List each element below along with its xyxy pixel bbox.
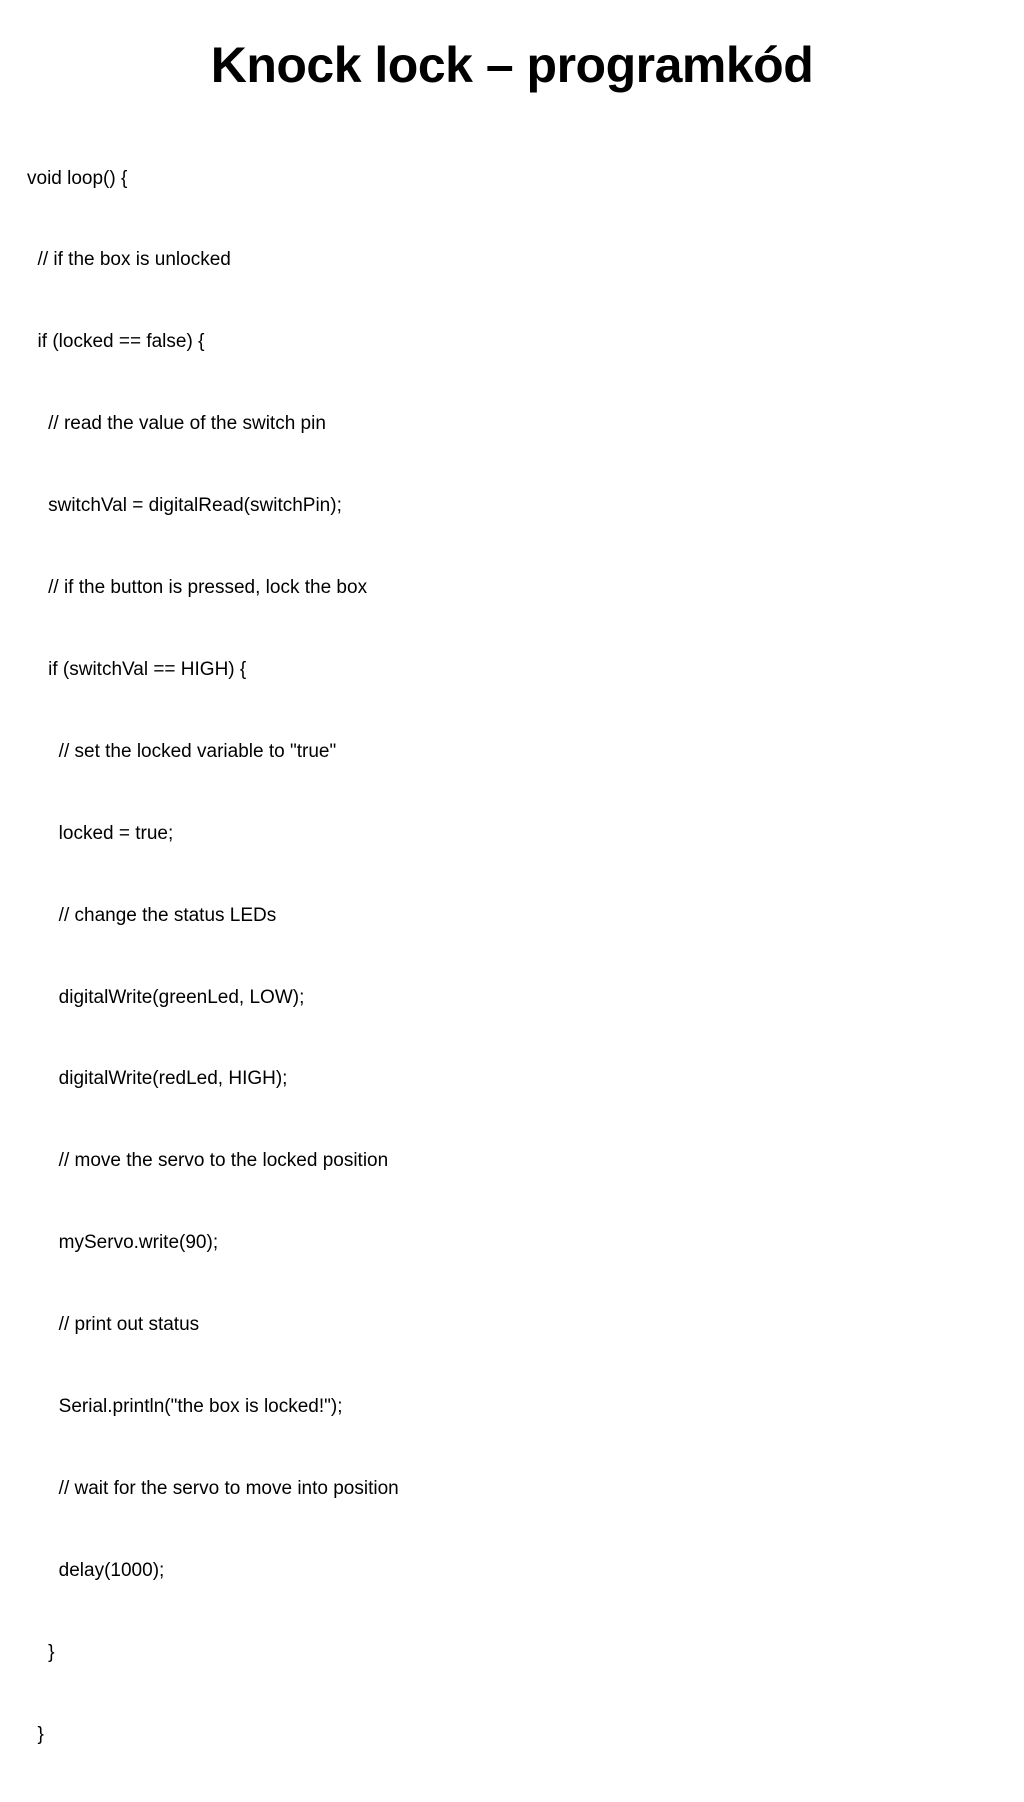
code-line: // read the value of the switch pin [27,413,326,435]
code-line: if (locked == false) { [27,331,205,353]
code-line: digitalWrite(redLed, HIGH); [27,1068,288,1090]
code-line: digitalWrite(greenLed, LOW); [27,986,305,1008]
code-line: // print out status [27,1314,200,1336]
code-line: // if the button is pressed, lock the box [27,577,368,599]
code-line: Serial.println("the box is locked!"); [27,1395,343,1417]
code-line: // if the box is unlocked [27,249,231,271]
code-line: delay(1000); [27,1559,165,1581]
code-line: } [27,1723,44,1745]
code-line: void loop() { [27,167,128,189]
code-block [27,110,399,1802]
code-line: switchVal = digitalRead(switchPin); [27,495,342,517]
code-line: // wait for the servo to move into position [27,1477,399,1499]
code-line: locked = true; [27,822,174,844]
code-line: myServo.write(90); [27,1232,219,1254]
code-line: } [27,1641,55,1663]
code-line: if (switchVal == HIGH) { [27,658,247,680]
code-line: // change the status LEDs [27,904,277,926]
code-line: // set the locked variable to "true" [27,740,337,762]
slide-title: Knock lock – programkód [210,37,814,93]
code-line: // move the servo to the locked position [27,1150,389,1172]
